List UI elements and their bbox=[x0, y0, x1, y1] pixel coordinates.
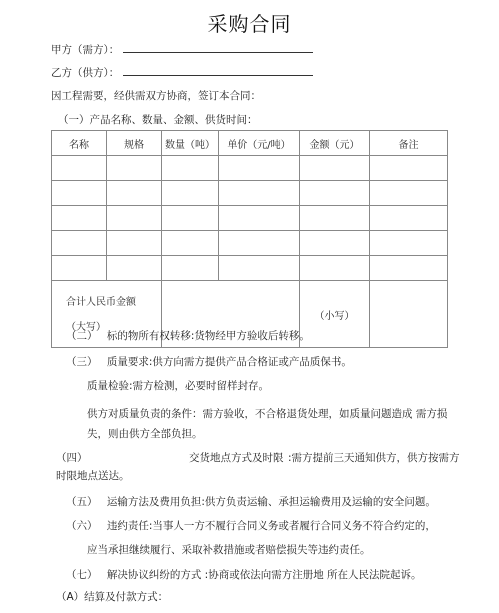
total-amount-upper: （大写） bbox=[66, 322, 106, 333]
clause-3-text: 质量要求:供方向需方提供产品合格证或产品质保书。 bbox=[106, 356, 352, 368]
table-cell[interactable] bbox=[107, 256, 162, 281]
party-a-row bbox=[51, 40, 313, 57]
header-unit-price: 单价（元/吨） bbox=[219, 131, 300, 156]
table-cell[interactable] bbox=[107, 231, 162, 256]
product-table bbox=[51, 130, 448, 348]
total-amount-lower-value[interactable] bbox=[370, 281, 448, 348]
total-amount-label: 合计人民币金额 bbox=[66, 297, 136, 308]
table-cell[interactable] bbox=[370, 256, 448, 281]
clause-4-label: 交货地点方式及时限 bbox=[189, 452, 284, 464]
clause-6-text: 违约责任:当事人一方不履行合同义务或者履行合同义务不符合约定的， bbox=[106, 520, 436, 532]
clause-5-text: 运输方法及费用负担:供方负责运输、承担运输费用及运输的安全问题。 bbox=[106, 496, 436, 508]
table-cell[interactable] bbox=[107, 181, 162, 206]
table-cell[interactable] bbox=[162, 156, 219, 181]
settlement-heading: （A）结算及付款方式： bbox=[56, 591, 169, 603]
clause-3 bbox=[66, 354, 352, 369]
table-row bbox=[52, 231, 448, 256]
table-cell[interactable] bbox=[219, 206, 300, 231]
clause-2-text: 标的物所有权转移:货物经甲方验收后转移。 bbox=[106, 330, 310, 342]
intro-text: 因工程需要，经供需双方协商，签订本合同： bbox=[51, 90, 261, 102]
clause-4-number: （四） bbox=[56, 452, 88, 464]
party-b-row bbox=[51, 63, 313, 80]
table-cell[interactable] bbox=[52, 256, 107, 281]
clause-4-text: :需方提前三天通知供方，供方按需方 bbox=[288, 452, 460, 464]
clause-4-text-continued: 时限地点送达。 bbox=[56, 470, 130, 482]
clause-7 bbox=[66, 567, 422, 582]
header-name: 名称 bbox=[52, 131, 107, 156]
table-cell[interactable] bbox=[300, 231, 370, 256]
table-cell[interactable] bbox=[107, 206, 162, 231]
table-cell[interactable] bbox=[219, 156, 300, 181]
table-cell[interactable] bbox=[370, 231, 448, 256]
table-cell[interactable] bbox=[219, 231, 300, 256]
clause-5 bbox=[66, 494, 436, 509]
clause-6-text-continued: 应当承担继续履行、采取补救措施或者赔偿损失等违约责任。 bbox=[87, 544, 371, 556]
clause-2-number: （二） bbox=[66, 330, 98, 342]
table-row bbox=[52, 181, 448, 206]
table-cell[interactable] bbox=[52, 181, 107, 206]
clause-6-number: （六） bbox=[66, 520, 98, 532]
header-remarks: 备注 bbox=[370, 131, 448, 156]
table-cell[interactable] bbox=[162, 206, 219, 231]
clause-6 bbox=[66, 518, 436, 533]
total-amount-lower: （小写） bbox=[314, 310, 355, 322]
table-row bbox=[52, 256, 448, 281]
table-cell[interactable] bbox=[300, 206, 370, 231]
table-cell[interactable] bbox=[300, 256, 370, 281]
table-header-row bbox=[52, 131, 448, 156]
header-amount: 金额（元） bbox=[300, 131, 370, 156]
header-quantity: 数量（吨） bbox=[162, 131, 219, 156]
table-cell[interactable] bbox=[219, 181, 300, 206]
table-cell[interactable] bbox=[300, 181, 370, 206]
section-1-heading: （一）产品名称、数量、金额、供货时间： bbox=[58, 114, 258, 126]
party-a-blank[interactable] bbox=[123, 40, 313, 53]
table-cell[interactable] bbox=[219, 256, 300, 281]
table-cell[interactable] bbox=[370, 156, 448, 181]
table-cell[interactable] bbox=[52, 156, 107, 181]
clause-3-check: 质量检验:需方检测，必要时留样封存。 bbox=[87, 380, 270, 392]
clause-3-number: （三） bbox=[66, 356, 98, 368]
clause-3-responsibility: 供方对质量负责的条件：需方验收，不合格退货处理，如质量问题造成 需方损失，则由供方全部负担。 bbox=[87, 408, 448, 440]
header-spec: 规格 bbox=[107, 131, 162, 156]
table-row bbox=[52, 156, 448, 181]
clause-7-text: 解决协议纠纷的方式 :协商或依法向需方注册地 所在人民法院起诉。 bbox=[106, 569, 422, 581]
party-b-label: 乙方（供方）： bbox=[51, 67, 120, 79]
party-a-label: 甲方（需方）： bbox=[51, 44, 120, 56]
party-b-blank[interactable] bbox=[123, 63, 313, 76]
table-cell[interactable] bbox=[52, 206, 107, 231]
clause-7-number: （七） bbox=[66, 569, 98, 581]
clause-2 bbox=[66, 328, 310, 343]
total-amount-lower-cell bbox=[300, 281, 370, 348]
clause-5-number: （五） bbox=[66, 496, 98, 508]
table-cell[interactable] bbox=[162, 231, 219, 256]
table-cell[interactable] bbox=[162, 256, 219, 281]
table-cell[interactable] bbox=[300, 156, 370, 181]
table-cell[interactable] bbox=[52, 231, 107, 256]
document-title: 采购合同 bbox=[207, 12, 292, 36]
table-row bbox=[52, 206, 448, 231]
table-cell[interactable] bbox=[162, 181, 219, 206]
table-cell[interactable] bbox=[107, 156, 162, 181]
table-cell[interactable] bbox=[370, 181, 448, 206]
table-cell[interactable] bbox=[370, 206, 448, 231]
